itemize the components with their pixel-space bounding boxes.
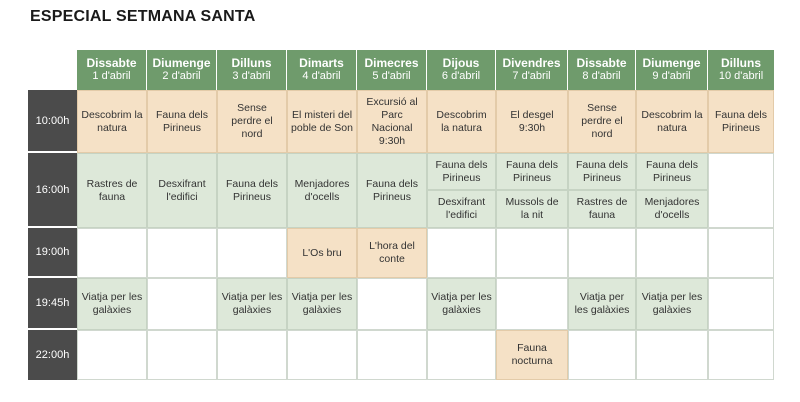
activity-cell: Viatja per les galàxies (427, 278, 496, 330)
day-header (287, 50, 357, 90)
time-label: 10:00h (28, 90, 77, 153)
empty-cell (708, 228, 774, 278)
activity-cell: Descobrim la natura (636, 90, 708, 153)
activity-cell: Menjadores d'ocells (287, 153, 357, 228)
activity-cell: Menjadores d'ocells (636, 190, 708, 228)
empty-cell (217, 228, 287, 278)
activity-cell: Descobrim la natura (77, 90, 147, 153)
day-header (77, 50, 147, 90)
time-label: 22:00h (28, 330, 77, 380)
empty-cell (496, 228, 568, 278)
activity-cell: Viatja per les galàxies (217, 278, 287, 330)
day-name: Diumenge (642, 56, 701, 70)
empty-cell (217, 330, 287, 380)
day-name: Dimarts (299, 56, 344, 70)
empty-cell (427, 330, 496, 380)
page-title: ESPECIAL SETMANA SANTA (30, 8, 256, 25)
empty-cell (568, 228, 636, 278)
empty-cell (147, 330, 217, 380)
day-date: 2 d'abril (162, 70, 201, 82)
activity-cell: Viatja per les galàxies (568, 278, 636, 330)
empty-cell (708, 278, 774, 330)
day-date: 10 d'abril (718, 70, 764, 82)
activity-cell: Fauna dels Pirineus (496, 153, 568, 190)
empty-cell (636, 228, 708, 278)
time-label: 19:00h (28, 228, 77, 278)
activity-cell: Sense perdre el nord (568, 90, 636, 153)
empty-cell (496, 278, 568, 330)
day-date: 4 d'abril (302, 70, 341, 82)
activity-cell: Fauna dels Pirineus (147, 90, 217, 153)
day-header (217, 50, 287, 90)
empty-cell (147, 278, 217, 330)
activity-cell: Desxifrant l'edifici (427, 190, 496, 228)
activity-cell: Mussols de la nit (496, 190, 568, 228)
day-header (147, 50, 217, 90)
day-name: Dijous (442, 56, 480, 70)
activity-cell: Sense perdre el nord (217, 90, 287, 153)
day-date: 1 d'abril (92, 70, 131, 82)
empty-cell (427, 228, 496, 278)
empty-cell (287, 330, 357, 380)
time-label: 19:45h (28, 278, 77, 330)
day-name: Dilluns (720, 56, 761, 70)
day-date: 9 d'abril (652, 70, 691, 82)
empty-cell (568, 330, 636, 380)
empty-cell (708, 153, 774, 228)
activity-cell: Fauna dels Pirineus (708, 90, 774, 153)
empty-cell (636, 330, 708, 380)
activity-cell: L'Os bru (287, 228, 357, 278)
activity-cell: Fauna dels Pirineus (427, 153, 496, 190)
day-header (708, 50, 774, 90)
day-name: Dilluns (231, 56, 272, 70)
day-date: 5 d'abril (372, 70, 411, 82)
activity-cell: Fauna dels Pirineus (636, 153, 708, 190)
day-name: Dissabte (86, 56, 137, 70)
schedule-grid (28, 50, 774, 380)
day-name: Divendres (502, 56, 561, 70)
activity-cell: Viatja per les galàxies (287, 278, 357, 330)
activity-cell: L'hora del conte (357, 228, 427, 278)
activity-cell: Fauna dels Pirineus (357, 153, 427, 228)
day-date: 6 d'abril (441, 70, 481, 82)
empty-cell (357, 278, 427, 330)
activity-cell: Fauna dels Pirineus (568, 153, 636, 190)
activity-cell: Desxifrant l'edifici (147, 153, 217, 228)
empty-cell (147, 228, 217, 278)
empty-cell (708, 330, 774, 380)
day-header (636, 50, 708, 90)
activity-cell: Viatja per les galàxies (77, 278, 147, 330)
day-name: Dissabte (576, 56, 627, 70)
empty-cell (357, 330, 427, 380)
day-header (568, 50, 636, 90)
day-date: 3 d'abril (232, 70, 271, 82)
activity-cell: Excursió al Parc Nacional 9:30h (357, 90, 427, 153)
time-label: 16:00h (28, 153, 77, 228)
activity-cell: Rastres de fauna (77, 153, 147, 228)
day-header (357, 50, 427, 90)
activity-cell: Viatja per les galàxies (636, 278, 708, 330)
day-date: 8 d'abril (582, 70, 621, 82)
activity-cell: El desgel 9:30h (496, 90, 568, 153)
activity-cell: Descobrim la natura (427, 90, 496, 153)
day-header (427, 50, 496, 90)
activity-cell: El misteri del poble de Son (287, 90, 357, 153)
day-name: Diumenge (152, 56, 211, 70)
activity-cell: Fauna dels Pirineus (217, 153, 287, 228)
empty-cell (77, 330, 147, 380)
day-name: Dimecres (364, 56, 419, 70)
activity-cell: Rastres de fauna (568, 190, 636, 228)
empty-cell (77, 228, 147, 278)
day-header (496, 50, 568, 90)
activity-cell: Fauna nocturna (496, 330, 568, 380)
day-date: 7 d'abril (512, 70, 551, 82)
